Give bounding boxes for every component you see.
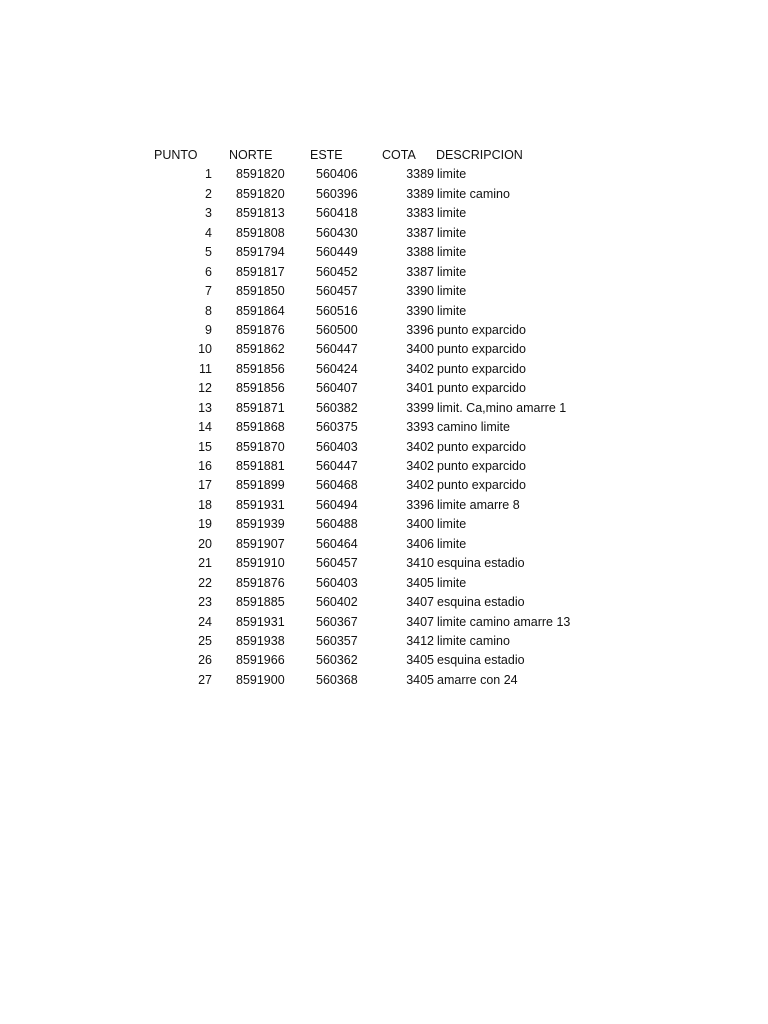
cell-descripcion: punto exparcido: [437, 381, 526, 396]
cell-este: 560447: [316, 459, 358, 473]
table-row: [0, 613, 768, 632]
cell-norte: 8591910: [236, 556, 285, 571]
cell-punto: 6: [205, 264, 212, 279]
table-row: [0, 418, 768, 437]
column-header-este: ESTE: [310, 148, 343, 162]
cell-cota: 3387: [406, 264, 434, 279]
cell-descripcion: limite: [437, 167, 467, 182]
table-row: [0, 593, 768, 612]
cell-cota: 3406: [406, 536, 434, 551]
cell-descripcion: limite: [437, 303, 467, 318]
table-row: [0, 651, 768, 670]
cell-descripcion: punto exparcido: [437, 361, 526, 376]
table-row: [0, 632, 768, 651]
cell-norte: 8591820: [236, 167, 285, 182]
table-row: [0, 399, 768, 418]
cell-norte: 8591870: [236, 439, 285, 454]
cell-norte: 8591864: [236, 303, 285, 318]
table-row: [0, 282, 768, 301]
cell-punto: 11: [199, 361, 212, 376]
cell-punto: 23: [198, 595, 212, 610]
cell-este: 560407: [316, 381, 358, 396]
cell-norte: 8591931: [236, 497, 285, 512]
table-row: [0, 302, 768, 321]
column-header-norte: NORTE: [229, 148, 273, 162]
cell-este: 560457: [316, 556, 358, 571]
cell-este: 560367: [316, 614, 358, 629]
table-row: [0, 321, 768, 340]
cell-punto: 12: [198, 381, 212, 396]
column-header-descripcion: DESCRIPCION: [436, 148, 523, 162]
cell-descripcion: limit. Ca,mino amarre 1: [437, 400, 567, 415]
column-header-punto: PUNTO: [154, 148, 198, 162]
cell-descripcion: punto exparcido: [437, 342, 526, 357]
cell-norte: 8591871: [236, 400, 285, 415]
cell-este: 560403: [316, 439, 358, 454]
cell-descripcion: esquina estadio: [437, 595, 525, 610]
cell-este: 560424: [316, 361, 358, 376]
cell-punto: 27: [198, 672, 212, 687]
cell-cota: 3402: [406, 439, 434, 454]
cell-cota: 3390: [406, 284, 434, 299]
table-body: [0, 165, 768, 690]
cell-norte: 8591856: [236, 381, 285, 396]
cell-norte: 8591817: [236, 264, 285, 279]
survey-points-table: [0, 146, 768, 690]
cell-este: 560357: [316, 633, 358, 648]
cell-este: 560494: [316, 497, 358, 512]
cell-punto: 8: [205, 303, 212, 318]
cell-este: 560403: [316, 575, 358, 590]
cell-norte: 8591907: [236, 536, 285, 551]
cell-descripcion: amarre con 24: [437, 672, 518, 687]
cell-descripcion: limite amarre 8: [437, 497, 520, 512]
cell-cota: 3383: [406, 206, 434, 221]
table-row: [0, 496, 768, 515]
table-row: [0, 554, 768, 573]
cell-este: 560516: [316, 303, 358, 318]
cell-este: 560396: [316, 186, 358, 201]
table-row: [0, 457, 768, 476]
cell-punto: 24: [198, 614, 212, 629]
cell-cota: 3402: [406, 459, 434, 473]
cell-norte: 8591966: [236, 653, 285, 668]
table-row: [0, 379, 768, 398]
cell-punto: 3: [205, 206, 212, 221]
cell-norte: 8591856: [236, 361, 285, 376]
cell-cota: 3396: [406, 322, 434, 337]
cell-este: 560368: [316, 672, 358, 687]
cell-norte: 8591794: [236, 245, 285, 260]
cell-este: 560447: [316, 342, 358, 357]
cell-punto: 7: [205, 284, 212, 299]
cell-descripcion: limite: [437, 517, 467, 532]
cell-punto: 1: [205, 167, 212, 182]
cell-cota: 3389: [406, 186, 434, 201]
cell-este: 560382: [316, 400, 358, 415]
cell-punto: 2: [205, 186, 212, 201]
cell-punto: 21: [198, 556, 212, 571]
cell-este: 560449: [316, 245, 358, 260]
cell-cota: 3407: [406, 595, 434, 610]
cell-cota: 3400: [406, 342, 434, 357]
cell-punto: 4: [205, 225, 212, 240]
cell-descripcion: limite: [437, 206, 467, 221]
cell-este: 560457: [316, 284, 358, 299]
cell-cota: 3399: [406, 400, 434, 415]
cell-norte: 8591939: [236, 517, 285, 532]
cell-punto: 15: [198, 439, 212, 454]
cell-descripcion: limite: [437, 536, 467, 551]
cell-punto: 13: [198, 400, 212, 415]
cell-descripcion: punto exparcido: [437, 478, 526, 493]
cell-descripcion: limite camino: [437, 633, 510, 648]
cell-descripcion: limite camino: [437, 186, 510, 201]
cell-cota: 3402: [406, 361, 434, 376]
cell-norte: 8591938: [236, 633, 285, 648]
cell-cota: 3396: [406, 497, 434, 512]
cell-cota: 3400: [406, 517, 434, 532]
cell-cota: 3407: [406, 614, 434, 629]
cell-norte: 8591876: [236, 575, 285, 590]
cell-descripcion: limite: [437, 225, 467, 240]
table-row: [0, 360, 768, 379]
cell-norte: 8591876: [236, 322, 285, 337]
cell-norte: 8591813: [236, 206, 285, 221]
cell-cota: 3405: [406, 575, 434, 590]
cell-este: 560375: [316, 420, 358, 435]
cell-norte: 8591881: [236, 459, 285, 473]
table-row: [0, 224, 768, 243]
cell-punto: 20: [198, 536, 212, 551]
cell-este: 560402: [316, 595, 358, 610]
cell-descripcion: limite: [437, 284, 467, 299]
cell-punto: 17: [198, 478, 212, 493]
cell-descripcion: esquina estadio: [437, 556, 525, 571]
cell-punto: 22: [198, 575, 212, 590]
cell-cota: 3389: [406, 167, 434, 182]
cell-cota: 3390: [406, 303, 434, 318]
cell-norte: 8591900: [236, 672, 285, 687]
table-row: [0, 165, 768, 184]
cell-cota: 3387: [406, 225, 434, 240]
cell-punto: 9: [205, 322, 212, 337]
cell-norte: 8591862: [236, 342, 285, 357]
table-row: [0, 263, 768, 282]
cell-norte: 8591885: [236, 595, 285, 610]
cell-cota: 3401: [406, 381, 434, 396]
cell-este: 560452: [316, 264, 358, 279]
cell-cota: 3388: [406, 245, 434, 260]
table-row: [0, 340, 768, 359]
column-header-cota: COTA: [382, 148, 416, 162]
cell-descripcion: camino limite: [437, 420, 510, 435]
cell-cota: 3405: [406, 653, 434, 668]
cell-cota: 3410: [406, 556, 434, 571]
table-row: [0, 671, 768, 690]
cell-norte: 8591899: [236, 478, 285, 493]
cell-descripcion: esquina estadio: [437, 653, 525, 668]
cell-norte: 8591868: [236, 420, 285, 435]
cell-descripcion: punto exparcido: [437, 322, 526, 337]
cell-este: 560468: [316, 478, 358, 493]
cell-este: 560418: [316, 206, 358, 221]
cell-descripcion: limite camino amarre 13: [437, 614, 571, 629]
cell-norte: 8591931: [236, 614, 285, 629]
cell-punto: 26: [198, 653, 212, 668]
cell-descripcion: punto exparcido: [437, 439, 526, 454]
cell-punto: 16: [198, 459, 212, 473]
cell-punto: 5: [205, 245, 212, 260]
table-row: [0, 243, 768, 262]
cell-este: 560488: [316, 517, 358, 532]
cell-punto: 10: [198, 342, 212, 357]
cell-descripcion: punto exparcido: [437, 459, 526, 473]
table-row: [0, 515, 768, 534]
cell-cota: 3405: [406, 672, 434, 687]
cell-cota: 3412: [406, 633, 434, 648]
table-row: [0, 476, 768, 495]
cell-este: 560500: [316, 322, 358, 337]
cell-cota: 3393: [406, 420, 434, 435]
cell-este: 560406: [316, 167, 358, 182]
cell-este: 560362: [316, 653, 358, 668]
table-row: [0, 535, 768, 554]
cell-punto: 19: [198, 517, 212, 532]
cell-este: 560464: [316, 536, 358, 551]
table-row: [0, 438, 768, 457]
cell-punto: 25: [198, 633, 212, 648]
table-header-row: [0, 146, 768, 165]
cell-norte: 8591820: [236, 186, 285, 201]
cell-punto: 18: [198, 497, 212, 512]
table-row: [0, 185, 768, 204]
cell-descripcion: limite: [437, 245, 467, 260]
table-row: [0, 574, 768, 593]
cell-descripcion: limite: [437, 575, 467, 590]
cell-descripcion: limite: [437, 264, 467, 279]
cell-norte: 8591850: [236, 284, 285, 299]
cell-cota: 3402: [406, 478, 434, 493]
table-row: [0, 204, 768, 223]
cell-este: 560430: [316, 225, 358, 240]
cell-norte: 8591808: [236, 225, 285, 240]
cell-punto: 14: [198, 420, 212, 435]
